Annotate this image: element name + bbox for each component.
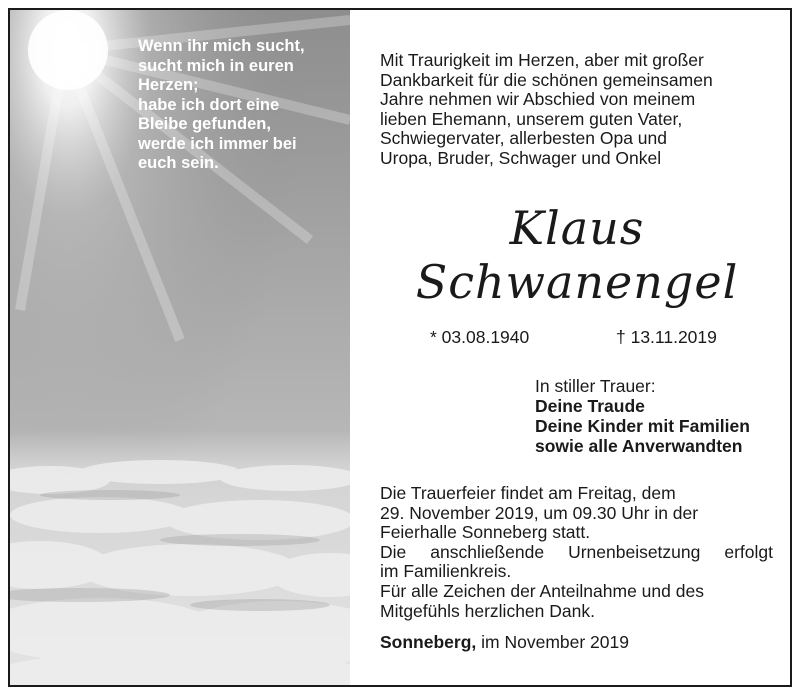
poem-line: Wenn ihr mich sucht, — [138, 37, 305, 55]
intro-text — [380, 51, 713, 169]
intro-line: Jahre nehmen wir Abschied von meinem — [380, 89, 696, 110]
sun-over-clouds-photo — [10, 10, 350, 685]
closing-line — [380, 632, 629, 653]
urn-burial-line — [380, 543, 773, 563]
mourner-name: Deine Kinder mit Familien — [535, 416, 750, 436]
poem-line: sucht mich in euren — [138, 56, 294, 75]
thanks-line: Mitgefühls herzlichen Dank. — [380, 600, 595, 621]
mourners-heading: In stiller Trauer: — [535, 376, 656, 396]
obituary-frame — [8, 8, 792, 687]
closing-place: Sonneberg, — [380, 632, 477, 652]
death-date: † 13.11.2019 — [616, 327, 717, 347]
urn-word: Urnenbeisetzung — [568, 541, 701, 562]
poem — [138, 37, 348, 174]
urn-word: Die — [380, 541, 407, 562]
thanks-line: Für alle Zeichen der Anteilnahme und des — [380, 580, 704, 601]
service-line: 29. November 2019, um 09.30 Uhr in der — [380, 502, 699, 523]
closing-date: im November 2019 — [481, 632, 629, 652]
service-line: Die Trauerfeier findet am Freitag, dem — [380, 483, 676, 503]
poem-line: habe ich dort eine — [138, 95, 280, 114]
urn-word: anschließende — [430, 541, 545, 562]
intro-line: Schwiegervater, allerbesten Opa und — [380, 128, 667, 149]
mourner-name: Deine Traude — [535, 396, 645, 416]
urn-word: erfolgt — [724, 541, 773, 562]
intro-line: lieben Ehemann, unserem guten Vater, — [380, 108, 683, 129]
poem-line: Herzen; — [138, 76, 199, 94]
poem-line: euch sein. — [138, 154, 219, 172]
mourner-name: sowie alle Anverwandten — [535, 436, 743, 456]
deceased-first-name: Klaus — [509, 201, 645, 255]
birth-date: * 03.08.1940 — [430, 327, 530, 347]
poem-line: werde ich immer bei — [138, 134, 297, 153]
intro-line: Dankbarkeit für die schönen gemeinsamen — [380, 69, 713, 90]
intro-line: Mit Traurigkeit im Herzen, aber mit großer — [380, 50, 704, 70]
mourners-block — [535, 376, 750, 456]
intro-line: Uropa, Bruder, Schwager und Onkel — [380, 147, 662, 168]
urn-burial-line-2: im Familienkreis. — [380, 561, 512, 582]
poem-line: Bleibe gefunden, — [138, 115, 271, 133]
service-line: Feierhalle Sonneberg statt. — [380, 522, 591, 543]
deceased-last-name: Schwanengel — [415, 255, 739, 309]
service-details — [380, 484, 773, 621]
